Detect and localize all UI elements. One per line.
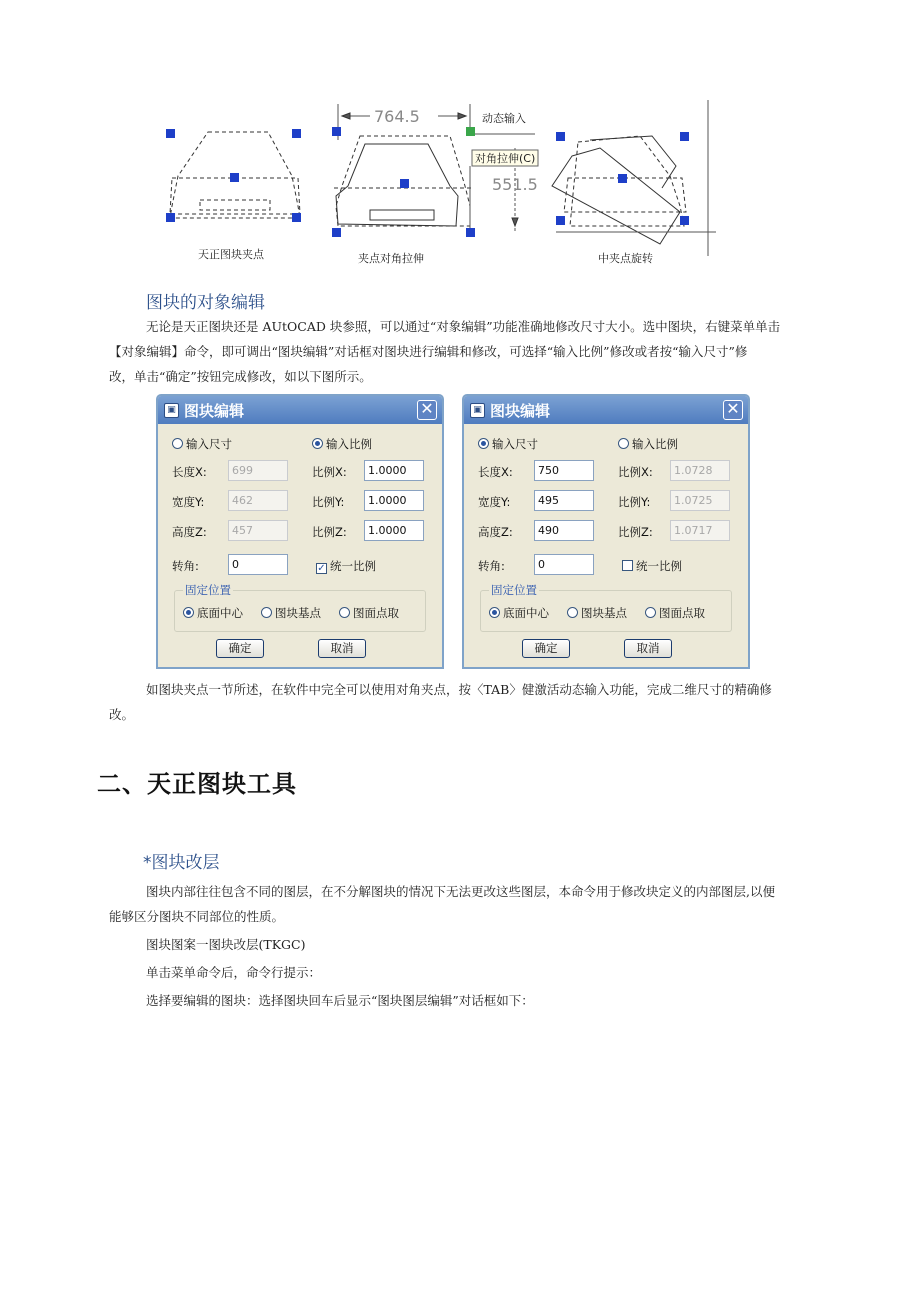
select-hint: 选择要编辑的图块：选择图块回车后显示“图块图层编辑”对话框如下： — [146, 993, 534, 1008]
dynamic-input-label: 动态输入 — [482, 112, 526, 125]
radio-bottom-center[interactable]: 底面中心 — [489, 605, 549, 621]
radio-pick-point[interactable]: 图面点取 — [339, 605, 399, 621]
scale-z-field[interactable]: 1.0717 — [670, 520, 730, 541]
block-edit-dialog-size — [462, 394, 750, 669]
radio-base-point[interactable]: 图块基点 — [261, 605, 321, 621]
section-heading-block-layer: *图块改层 — [143, 853, 220, 873]
scale-y-field[interactable]: 1.0725 — [670, 490, 730, 511]
dialog-title: 图块编辑 — [490, 401, 551, 420]
paragraph-line: 图块内部往往包含不同的图层，在不分解图块的情况下无法更改这些图层，本命令用于修改块定义的内部图层,以便 — [146, 884, 775, 899]
label-rotation: 转角: — [172, 559, 199, 573]
corner-stretch-tooltip: 对角拉伸(C) — [475, 152, 536, 165]
label-scale-z: 比例Z: — [312, 525, 347, 539]
radio-icon — [645, 607, 656, 618]
label-length-x: 长度X: — [172, 465, 207, 479]
radio-input-scale[interactable]: 输入比例 — [312, 436, 372, 452]
checkbox-unchecked-icon — [622, 560, 633, 571]
radio-input-scale[interactable]: 输入比例 — [618, 436, 678, 452]
fixed-position-group — [480, 583, 732, 632]
paragraph-line: 【对象编辑】命令，即可调出“图块编辑”对话框对图块进行编辑和修改，可选择“输入比例”修改或者按“输入尺寸”修 — [109, 344, 748, 359]
radio-bottom-center[interactable]: 底面中心 — [183, 605, 243, 621]
menu-path: 图块图案一图块改层(TKGC) — [146, 937, 306, 952]
radio-checked-icon — [183, 607, 194, 618]
chapter-heading: 二、天正图块工具 — [97, 769, 297, 798]
section-heading-object-edit: 图块的对象编辑 — [146, 293, 265, 313]
caption-grips: 天正图块夹点 — [198, 248, 264, 261]
cancel-button[interactable]: 取消 — [318, 639, 366, 658]
height-z-field[interactable]: 490 — [534, 520, 594, 541]
scale-y-field[interactable]: 1.0000 — [364, 490, 424, 511]
radio-checked-icon — [489, 607, 500, 618]
paragraph-line: 无论是天正图块还是 AUtOCAD 块参照，可以通过“对象编辑”功能准确地修改尺寸大小。选中图块，右键菜单单击 — [146, 319, 781, 334]
dialog-title-bar[interactable] — [158, 396, 442, 424]
label-scale-y: 比例Y: — [618, 495, 651, 509]
label-scale-y: 比例Y: — [312, 495, 345, 509]
label-rotation: 转角: — [478, 559, 505, 573]
paragraph-line: 改，单击“确定”按钮完成修改，如以下图所示。 — [109, 369, 372, 384]
radio-base-point[interactable]: 图块基点 — [567, 605, 627, 621]
paragraph-line: 改。 — [109, 707, 135, 722]
rotation-field[interactable]: 0 — [534, 554, 594, 575]
close-icon: ✕ — [420, 399, 434, 418]
dialog-title-bar[interactable] — [464, 396, 748, 424]
radio-icon — [567, 607, 578, 618]
width-y-field[interactable]: 462 — [228, 490, 288, 511]
dialog-title: 图块编辑 — [184, 401, 245, 420]
uniform-scale-checkbox[interactable]: ✓ 统一比例 — [317, 559, 376, 574]
cancel-button[interactable]: 取消 — [624, 639, 672, 658]
block-icon: ▣ — [164, 403, 179, 418]
group-label: 固定位置 — [491, 583, 537, 597]
label-scale-x: 比例X: — [618, 465, 653, 479]
label-length-x: 长度X: — [478, 465, 513, 479]
ok-button[interactable]: 确定 — [216, 639, 264, 658]
close-icon: ✕ — [726, 399, 740, 418]
block-edit-dialog-scale — [156, 394, 444, 669]
label-height-z: 高度Z: — [478, 525, 513, 539]
fixed-position-group — [174, 583, 426, 632]
group-label: 固定位置 — [185, 583, 231, 597]
scale-x-field[interactable]: 1.0728 — [670, 460, 730, 481]
length-x-field[interactable]: 750 — [534, 460, 594, 481]
label-height-z: 高度Z: — [172, 525, 207, 539]
radio-icon — [339, 607, 350, 618]
radio-input-size[interactable]: 输入尺寸 — [478, 436, 538, 452]
radio-pick-point[interactable]: 图面点取 — [645, 605, 705, 621]
close-button[interactable] — [723, 400, 743, 420]
dimension-width: 764.5 — [374, 107, 420, 126]
block-grips-figure — [160, 96, 730, 276]
label-scale-z: 比例Z: — [618, 525, 653, 539]
paragraph-line: 如图块夹点一节所述，在软件中完全可以使用对角夹点，按〈TAB〉健激活动态输入功能，完成二维尺寸的精确修 — [146, 682, 772, 697]
scale-x-field[interactable]: 1.0000 — [364, 460, 424, 481]
height-z-field[interactable]: 457 — [228, 520, 288, 541]
label-width-y: 宽度Y: — [172, 495, 205, 509]
length-x-field[interactable]: 699 — [228, 460, 288, 481]
rotation-field[interactable]: 0 — [228, 554, 288, 575]
radio-icon — [618, 438, 629, 449]
radio-icon — [261, 607, 272, 618]
radio-icon — [172, 438, 183, 449]
close-button[interactable] — [417, 400, 437, 420]
radio-input-size[interactable]: 输入尺寸 — [172, 436, 232, 452]
width-y-field[interactable]: 495 — [534, 490, 594, 511]
paragraph-line: 能够区分图块不同部位的性质。 — [109, 909, 285, 924]
caption-mid-rotate: 中夹点旋转 — [598, 252, 653, 265]
radio-checked-icon — [478, 438, 489, 449]
checkbox-checked-icon: ✓ — [317, 563, 326, 574]
scale-z-field[interactable]: 1.0000 — [364, 520, 424, 541]
block-grips-illustration — [160, 96, 730, 276]
command-hint: 单击菜单命令后，命令行提示： — [146, 965, 322, 980]
label-width-y: 宽度Y: — [478, 495, 511, 509]
caption-corner-stretch: 夹点对角拉伸 — [358, 252, 424, 265]
dimension-height: 551.5 — [492, 175, 538, 194]
radio-checked-icon — [312, 438, 323, 449]
ok-button[interactable]: 确定 — [522, 639, 570, 658]
uniform-scale-checkbox[interactable]: 统一比例 — [622, 558, 682, 574]
block-icon: ▣ — [470, 403, 485, 418]
label-scale-x: 比例X: — [312, 465, 347, 479]
